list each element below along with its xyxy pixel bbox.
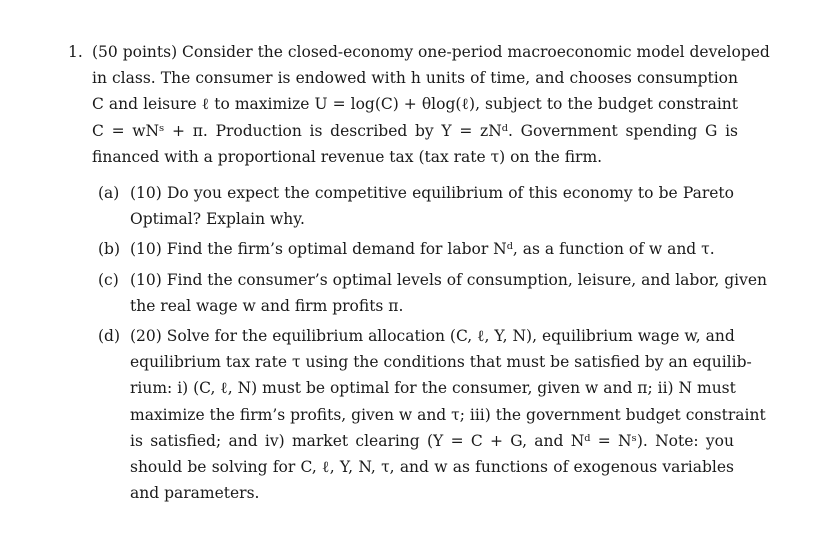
part-line: and parameters. — [130, 484, 260, 503]
part-line: Optimal? Explain why. — [130, 210, 305, 229]
part-line: should be solving for C, ℓ, Y, N, τ, and w as functions of exogenous variables — [130, 458, 734, 477]
part-line: (10) Find the consumer’s optimal levels of consumption, leisure, and labor, given — [130, 270, 768, 289]
part-text — [130, 267, 768, 319]
part-d — [98, 323, 766, 506]
part-a — [98, 180, 738, 232]
part-label: (d) — [98, 327, 121, 346]
part-line: the real wage w and firm profits π. — [130, 296, 404, 315]
part-line: (10) Do you expect the competitive equilibrium of this economy to be Pareto — [130, 184, 734, 203]
part-b — [98, 236, 738, 262]
problem-line: C = wNˢ + π. Production is described by Y = zNᵈ. Government spending G is — [92, 121, 738, 140]
problem-number: 1. — [68, 43, 83, 61]
part-text — [130, 180, 734, 232]
part-text — [130, 323, 766, 506]
problem-line: C and leisure ℓ to maximize U = log(C) + θlog(ℓ), subject to the budget constraint — [92, 95, 738, 114]
part-line: is satisfied; and iv) market clearing (Y = C + G, and Nᵈ = Nˢ). Note: you — [130, 431, 734, 450]
part-label: (c) — [98, 270, 119, 289]
part-line: rium: i) (C, ℓ, N) must be optimal for the consumer, given w and π; ii) N must — [130, 379, 736, 398]
problem-1 — [68, 39, 770, 510]
part-line: equilibrium tax rate τ using the conditions that must be satisfied by an equilib- — [130, 353, 752, 372]
part-line: (10) Find the firm’s optimal demand for labor Nᵈ, as a function of w and τ. — [130, 240, 715, 259]
part-text — [130, 236, 734, 262]
part-line: maximize the firm’s profits, given w and τ; iii) the government budget constraint — [130, 405, 766, 424]
sub-questions — [98, 180, 768, 506]
part-line: (20) Solve for the equilibrium allocation (C, ℓ, Y, N), equilibrium wage w, and — [130, 327, 735, 346]
problem-line: (50 points) Consider the closed-economy one-period macroeconomic model developed — [92, 43, 770, 61]
problem-text — [92, 39, 770, 170]
part-label: (a) — [98, 184, 120, 203]
part-label: (b) — [98, 240, 121, 259]
problem-statement — [68, 39, 770, 170]
problem-line: financed with a proportional revenue tax (tax rate τ) on the firm. — [92, 147, 603, 166]
problem-line: in class. The consumer is endowed with h units of time, and chooses consumption — [92, 69, 738, 88]
part-c — [98, 267, 768, 319]
